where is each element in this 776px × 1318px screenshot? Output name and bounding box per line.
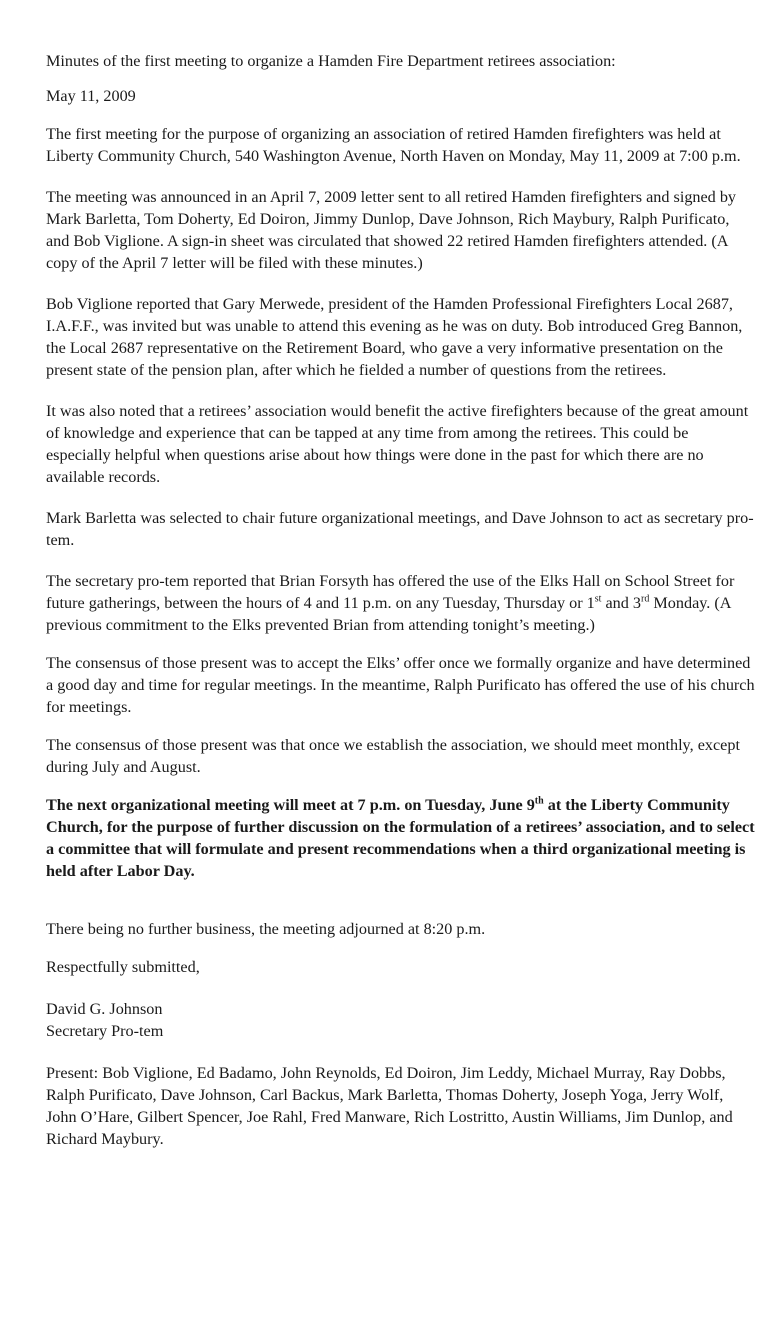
- elks-text-b: and 3: [601, 594, 642, 612]
- paragraph-consensus-elks: The consensus of those present was to accept the Elks’ offer once we formally organize and have determined a good day and time for regular meetings. In the meantime, Ralph Purificato has offered the use of his church for meetings.: [46, 654, 755, 716]
- document-title: Minutes of the first meeting to organize a Hamden Fire Department retirees association:: [46, 52, 616, 70]
- paragraph-elks-hall-offer: [46, 570, 756, 636]
- paragraph-consensus-monthly: The consensus of those present was that once we establish the association, we should meet monthly, except during July and August.: [46, 736, 740, 776]
- elks-text-c: Monday. (A previous commitment to the Elks prevented Brian from attending tonight’s meeting.): [46, 594, 731, 634]
- ordinal-third: rd: [641, 593, 650, 605]
- meeting-date: May 11, 2009: [46, 87, 136, 105]
- paragraph-adjournment: There being no further business, the meeting adjourned at 8:20 p.m.: [46, 920, 486, 938]
- signature-block: [46, 998, 756, 1042]
- paragraph-officer-selection: Mark Barletta was selected to chair future organizational meetings, and Dave Johnson to act as secretary pro-tem.: [46, 509, 754, 549]
- closing-line: Respectfully submitted,: [46, 958, 200, 976]
- elks-text-a: The secretary pro-tem reported that Brian Forsyth has offered the use of the Elks Hall on School Street for future gatherings, between the hours of 4 and 11 p.m. on any Tuesday, Thursday or 1: [46, 572, 735, 612]
- paragraph-announcement: The meeting was announced in an April 7, 2009 letter sent to all retired Hamden firefighters and signed by Mark Barletta, Tom Doherty, Ed Doiron, Jimmy Dunlop, Dave Johnson, Rich Maybury, Ralph Purificato, and Bob Viglione. A sign-in sheet was circulated that showed 22 retired Hamden firefighters attended. (A copy of the April 7 letter will be filed with these minutes.): [46, 188, 737, 272]
- signer-name: David G. Johnson: [46, 1000, 163, 1018]
- ordinal-first: st: [594, 593, 602, 605]
- paragraph-next-meeting: [46, 794, 756, 882]
- paragraph-meeting-location: The first meeting for the purpose of organizing an association of retired Hamden firefighters was held at Liberty Community Church, 540 Washington Avenue, North Haven on Monday, May 11, 2009 at 7:00 p.m.: [46, 125, 741, 165]
- next-meeting-text-b: at the Liberty Community Church, for the purpose of further discussion on the formulation of a retirees’ association, and to select a committee that will formulate and present recommendations when a third organizational meeting is held after Labor Day.: [46, 796, 755, 880]
- ordinal-ninth: th: [534, 795, 544, 807]
- minutes-document: [46, 50, 756, 1150]
- signer-title: Secretary Pro-tem: [46, 1022, 164, 1040]
- paragraph-pension-presentation: Bob Viglione reported that Gary Merwede, president of the Hamden Professional Firefighters Local 2687, I.A.F.F., was invited but was unable to attend this evening as he was on duty. Bob introduced Greg Bannon, the Local 2687 representative on the Retirement Board, who gave a very informative presentation on the present state of the pension plan, after which he fielded a number of questions from the retirees.: [46, 295, 743, 379]
- paragraph-attendees: Present: Bob Viglione, Ed Badamo, John Reynolds, Ed Doiron, Jim Leddy, Michael Murray, Ray Dobbs, Ralph Purificato, Dave Johnson, Carl Backus, Mark Barletta, Thomas Doherty, Joseph Yoga, Jerry Wolf, John O’Hare, Gilbert Spencer, Joe Rahl, Fred Manware, Rich Lostritto, Austin Williams, Jim Dunlop, and Richard Maybury.: [46, 1064, 733, 1148]
- paragraph-association-benefit: It was also noted that a retirees’ association would benefit the active firefighters because of the great amount of knowledge and experience that can be tapped at any time from among the retirees. This could be especially helpful when questions arise about how things were done in the past for which there are no available records.: [46, 402, 749, 486]
- next-meeting-text-a: The next organizational meeting will meet at 7 p.m. on Tuesday, June 9: [46, 796, 535, 814]
